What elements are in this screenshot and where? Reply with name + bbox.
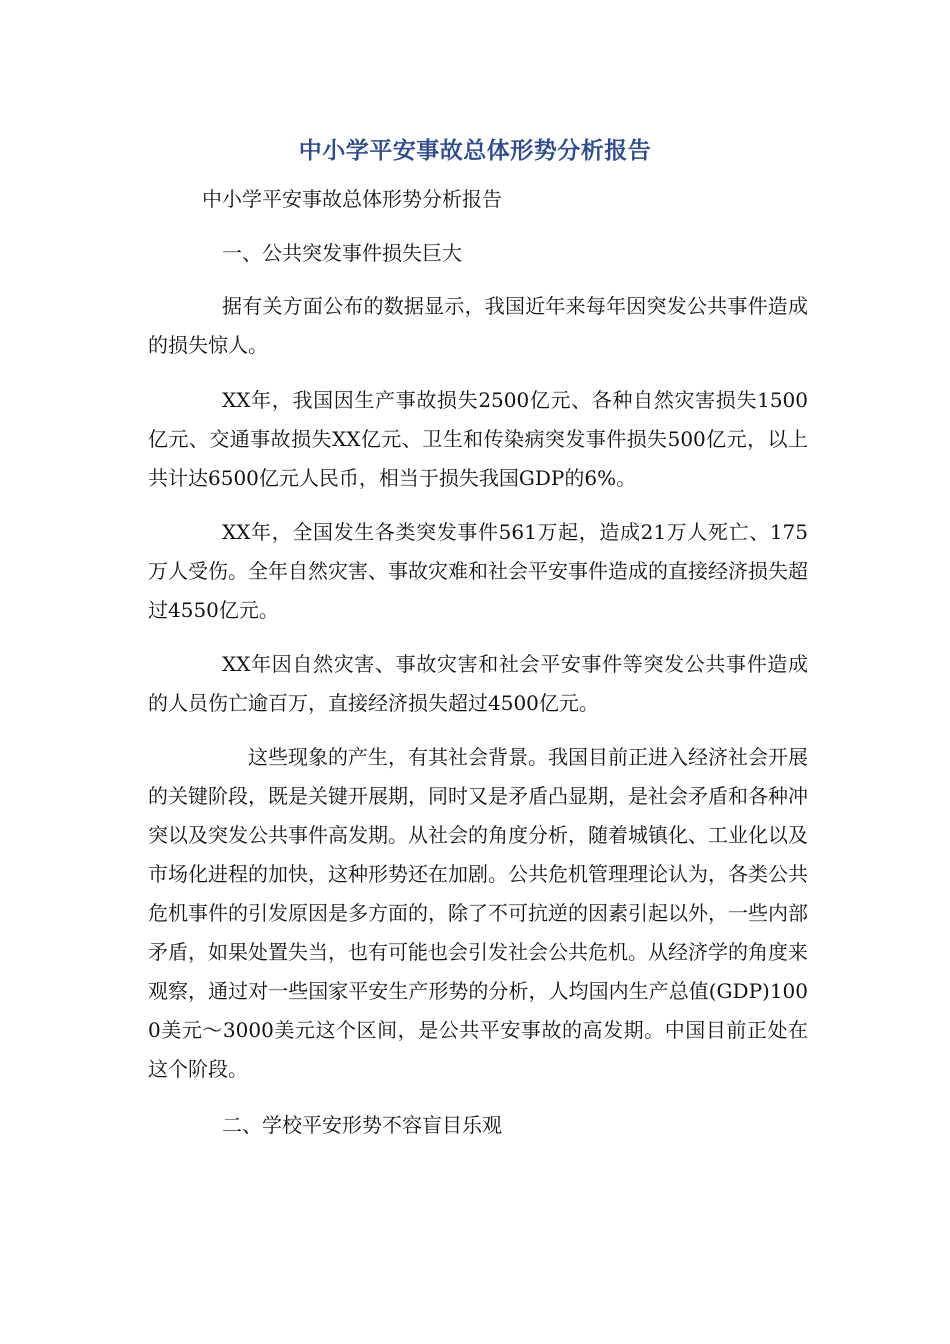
section-heading-1: 一、公共突发事件损失巨大 xyxy=(222,241,462,265)
paragraph-5: 这些现象的产生，有其社会背景。我国目前正进入经济社会开展的关键阶段，既是关键开展期，同时又是矛盾凸显期，是社会矛盾和各种冲突以及突发公共事件高发期。从社会的角度分析，随着城镇化、工业化以及市场化进程的加快，这种形势还在加剧。公共危机管理理论认为，各类公共危机事件的引发原因是多方面的，除了不可抗逆的因素引起以外，一些内部矛盾，如果处置失当，也有可能也会引发社会公共危机。从经济学的角度来观察，通过对一些国家平安生产形势的分析，人均国内生产总值(GDP)1000美元～3000美元这个区间，是公共平安事故的高发期。中国目前正处在这个阶段。 xyxy=(148,745,808,1081)
section-heading-2: 二、学校平安形势不容盲目乐观 xyxy=(222,1113,502,1137)
paragraph-3: XX年，全国发生各类突发事件561万起，造成21万人死亡、175万人受伤。全年自然灾害、事故灾难和社会平安事件造成的直接经济损失超过4550亿元。 xyxy=(148,520,808,622)
document-subtitle: 中小学平安事故总体形势分析报告 xyxy=(202,187,502,211)
document-title: 中小学平安事故总体形势分析报告 xyxy=(298,138,652,164)
paragraph-1: 据有关方面公布的数据显示，我国近年来每年因突发公共事件造成的损失惊人。 xyxy=(148,294,808,357)
paragraph-2: XX年，我国因生产事故损失2500亿元、各种自然灾害损失1500亿元、交通事故损失XX亿元、卫生和传染病突发事件损失500亿元，以上共计达6500亿元人民币，相当于损失我国GDP的6%。 xyxy=(148,388,808,490)
paragraph-4: XX年因自然灾害、事故灾害和社会平安事件等突发公共事件造成的人员伤亡逾百万，直接经济损失超过4500亿元。 xyxy=(148,652,808,715)
